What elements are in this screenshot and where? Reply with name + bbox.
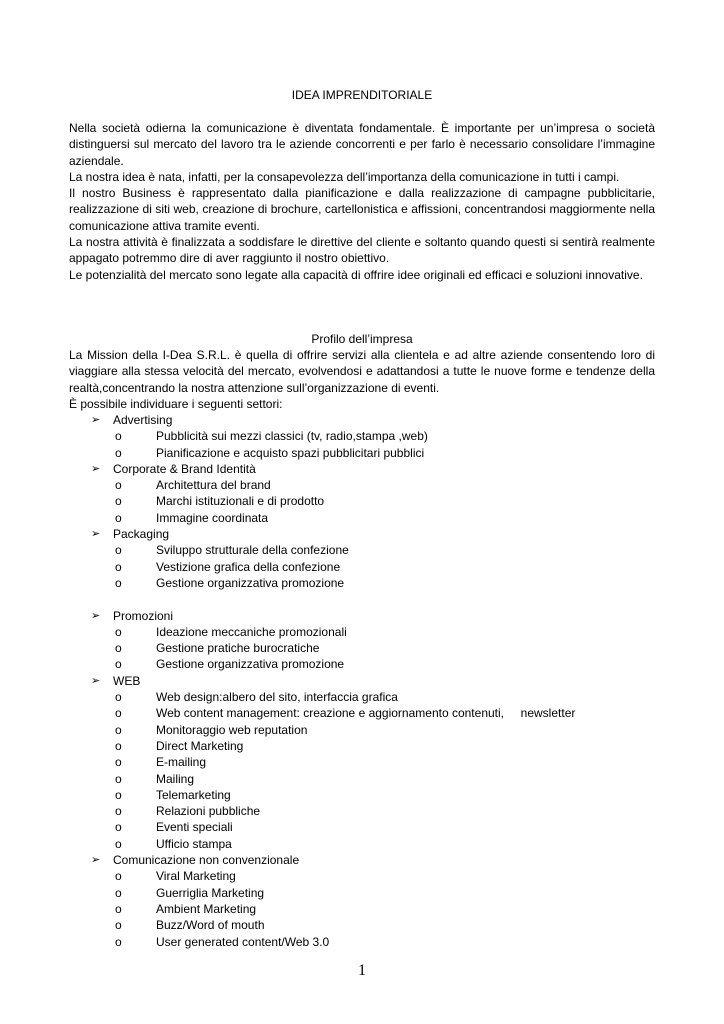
list-item-text: Ufficio stampa bbox=[156, 836, 232, 851]
sector-label: WEB bbox=[113, 673, 141, 688]
list-item bbox=[0, 917, 724, 933]
intro-paragraph-4: La nostra attività è finalizzata a soddisfare le direttive del cliente e soltanto quando questi si sentirà realmente appagato potremmo dire di aver raggiunto il nostro obiettivo. bbox=[69, 235, 655, 266]
circle-bullet-icon: o bbox=[115, 722, 122, 737]
sectors-intro: È possibile individuare i seguenti settori: bbox=[69, 396, 283, 411]
list-item bbox=[0, 934, 724, 950]
profile-heading: Profilo dell’impresa bbox=[311, 332, 413, 346]
list-item-text: Gestione organizzativa promozione bbox=[156, 575, 345, 590]
list-item bbox=[0, 640, 724, 656]
arrow-bullet-icon: ➢ bbox=[91, 462, 101, 475]
list-item-text: Monitoraggio web reputation bbox=[156, 722, 308, 737]
list-item bbox=[0, 428, 724, 444]
blank-line bbox=[0, 591, 724, 607]
profile-mission-text: La Mission della I-Dea S.R.L. è quella di offrire servizi alla clientela e ad altre aziende consentendo loro di viaggiare alla stessa velocità del mercato, evolvendosi e adattandosi a tutte le nuove forme e tendenze della realtà,concentrando la nostra attenzione sull’organizzazione di eventi. bbox=[69, 348, 655, 395]
list-item-text: Marchi istituzionali e di prodotto bbox=[156, 494, 325, 509]
list-item bbox=[0, 477, 724, 493]
list-item bbox=[0, 542, 724, 558]
list-item-text: Immagine coordinata bbox=[156, 510, 269, 525]
arrow-bullet-icon: ➢ bbox=[91, 674, 101, 687]
circle-bullet-icon: o bbox=[115, 657, 122, 672]
list-item bbox=[0, 885, 724, 901]
circle-bullet-icon: o bbox=[115, 885, 122, 900]
list-item bbox=[0, 705, 724, 721]
intro-paragraph-1: Nella società odierna la comunicazione è diventata fondamentale. È importante per un’impresa o società distinguersi sul mercato del lavoro tra le aziende concorrenti e per farlo è necessario consolidare l’immagine aziendale. bbox=[69, 121, 655, 168]
sector-web bbox=[0, 673, 724, 689]
sector-advertising bbox=[0, 412, 724, 428]
circle-bullet-icon: o bbox=[115, 706, 122, 721]
list-item bbox=[0, 624, 724, 640]
circle-bullet-icon: o bbox=[115, 510, 122, 525]
sector-comunicazione-non-convenzionale bbox=[0, 852, 724, 868]
list-item bbox=[0, 510, 724, 526]
list-item-text: Eventi speciali bbox=[156, 820, 233, 835]
list-item-text: Architettura del brand bbox=[156, 478, 271, 493]
circle-bullet-icon: o bbox=[115, 901, 122, 916]
circle-bullet-icon: o bbox=[115, 771, 122, 786]
circle-bullet-icon: o bbox=[115, 755, 122, 770]
list-item bbox=[0, 803, 724, 819]
list-item-text: Guerriglia Marketing bbox=[156, 885, 265, 900]
list-item-text: Gestione pratiche burocratiche bbox=[156, 641, 320, 656]
circle-bullet-icon: o bbox=[115, 478, 122, 493]
circle-bullet-icon: o bbox=[115, 543, 122, 558]
document-title: IDEA IMPRENDITORIALE bbox=[291, 88, 433, 102]
list-item bbox=[0, 868, 724, 884]
list-item-text: Web design:albero del sito, interfaccia grafica bbox=[156, 690, 398, 705]
circle-bullet-icon: o bbox=[115, 429, 122, 444]
circle-bullet-icon: o bbox=[115, 575, 122, 590]
circle-bullet-icon: o bbox=[115, 559, 122, 574]
sector-label: Corporate & Brand Identità bbox=[113, 461, 256, 476]
list-item bbox=[0, 836, 724, 852]
intro-paragraph-2: La nostra idea è nata, infatti, per la consapevolezza dell’importanza della comunicazione in tutti i campi. bbox=[69, 169, 620, 184]
circle-bullet-icon: o bbox=[115, 836, 122, 851]
profile-section bbox=[69, 347, 655, 412]
intro-section bbox=[69, 120, 655, 283]
list-item bbox=[0, 493, 724, 509]
list-item bbox=[0, 787, 724, 803]
list-item-text: Vestizione grafica della confezione bbox=[156, 559, 341, 574]
intro-paragraph-5: Le potenzialità del mercato sono legate alla capacità di offrire idee originali ed efficaci e soluzioni innovative. bbox=[69, 267, 643, 282]
list-item-text: Mailing bbox=[156, 771, 195, 786]
list-item-text: Buzz/Word of mouth bbox=[156, 918, 265, 933]
list-item-text: Pubblicità sui mezzi classici (tv, radio,stampa ,web) bbox=[156, 429, 428, 444]
circle-bullet-icon: o bbox=[115, 690, 122, 705]
sector-packaging bbox=[0, 526, 724, 542]
list-item bbox=[0, 901, 724, 917]
list-item-text: Pianificazione e acquisto spazi pubblicitari pubblici bbox=[156, 445, 425, 460]
circle-bullet-icon: o bbox=[115, 787, 122, 802]
circle-bullet-icon: o bbox=[115, 820, 122, 835]
list-item-text: User generated content/Web 3.0 bbox=[156, 934, 330, 949]
list-item bbox=[0, 656, 724, 672]
list-item-text: E-mailing bbox=[156, 755, 207, 770]
sector-corporate-brand bbox=[0, 461, 724, 477]
list-item-text: Web content management: creazione e aggiornamento contenuti, newsletter bbox=[156, 706, 576, 721]
circle-bullet-icon: o bbox=[115, 641, 122, 656]
sector-label: Packaging bbox=[113, 527, 170, 542]
sector-promozioni bbox=[0, 608, 724, 624]
circle-bullet-icon: o bbox=[115, 804, 122, 819]
circle-bullet-icon: o bbox=[115, 738, 122, 753]
list-item bbox=[0, 738, 724, 754]
list-item bbox=[0, 819, 724, 835]
circle-bullet-icon: o bbox=[115, 445, 122, 460]
list-item-text: Ideazione meccaniche promozionali bbox=[156, 624, 347, 639]
circle-bullet-icon: o bbox=[115, 918, 122, 933]
sector-label: Promozioni bbox=[113, 608, 174, 623]
list-item-text: Gestione organizzativa promozione bbox=[156, 657, 345, 672]
sector-label: Comunicazione non convenzionale bbox=[113, 853, 300, 868]
circle-bullet-icon: o bbox=[115, 934, 122, 949]
list-item-text: Telemarketing bbox=[156, 787, 231, 802]
arrow-bullet-icon: ➢ bbox=[91, 609, 101, 622]
arrow-bullet-icon: ➢ bbox=[91, 414, 101, 426]
sector-label: Advertising bbox=[113, 413, 173, 427]
arrow-bullet-icon: ➢ bbox=[91, 854, 101, 867]
circle-bullet-icon: o bbox=[115, 869, 122, 884]
list-item-text: Viral Marketing bbox=[156, 869, 236, 884]
page-number: 1 bbox=[358, 962, 366, 979]
list-item bbox=[0, 689, 724, 705]
list-item bbox=[0, 559, 724, 575]
list-item bbox=[0, 722, 724, 738]
intro-paragraph-3: Il nostro Business è rappresentato dalla pianificazione e dalla realizzazione di campagne pubblicitarie, realizzazione di siti web, creazione di brochure, cartellonistica e affissioni, concentrandosi maggiormente nella comunicazione attiva tramite eventi. bbox=[69, 186, 655, 233]
list-item-text: Sviluppo strutturale della confezione bbox=[156, 543, 349, 558]
list-item bbox=[0, 445, 724, 461]
list-item bbox=[0, 754, 724, 770]
list-item-text: Direct Marketing bbox=[156, 738, 244, 753]
list-item bbox=[0, 771, 724, 787]
circle-bullet-icon: o bbox=[115, 624, 122, 639]
sectors-list bbox=[0, 412, 724, 950]
list-item-text: Relazioni pubbliche bbox=[156, 804, 261, 819]
list-item-text: Ambient Marketing bbox=[156, 901, 257, 916]
circle-bullet-icon: o bbox=[115, 494, 122, 509]
arrow-bullet-icon: ➢ bbox=[91, 528, 101, 541]
list-item bbox=[0, 575, 724, 591]
